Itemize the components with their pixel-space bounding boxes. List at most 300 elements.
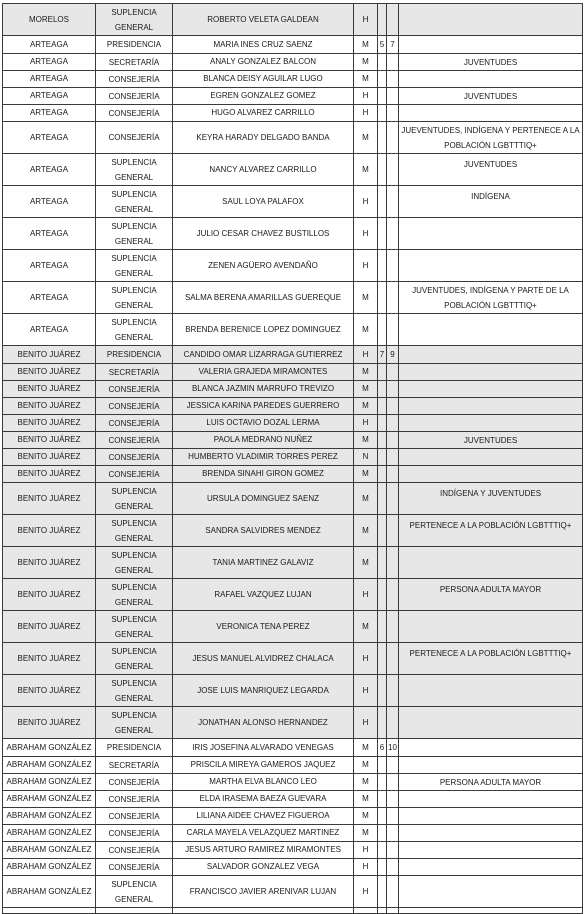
- nombre-cell: JESUS ARTURO RAMIREZ MIRAMONTES: [173, 842, 354, 859]
- genero-cell: M: [354, 122, 378, 154]
- municipio-cell: BENITO JUÁREZ: [3, 466, 96, 483]
- table-row: [3, 432, 583, 449]
- nombre-cell: TANIA MARTINEZ GALAVIZ: [173, 547, 354, 579]
- table-row: [3, 579, 583, 611]
- accion-cell: [399, 707, 583, 739]
- genero-cell: M: [354, 71, 378, 88]
- genero-cell: M: [354, 757, 378, 774]
- nombre-cell: SALMA BERENA AMARILLAS GUEREQUE: [173, 282, 354, 314]
- number-cell-1: [378, 825, 387, 842]
- table-row: [3, 122, 583, 154]
- genero-cell: H: [354, 250, 378, 282]
- table-row: [3, 154, 583, 186]
- accion-cell: [399, 4, 583, 36]
- accion-cell: [399, 415, 583, 432]
- accion-cell: [399, 825, 583, 842]
- table-row: [3, 876, 583, 908]
- number-cell-2: [387, 381, 399, 398]
- nombre-cell: NANCY ALVAREZ CARRILLO: [173, 154, 354, 186]
- genero-cell: M: [354, 611, 378, 643]
- cargo-cell: CONSEJERÍA: [96, 105, 173, 122]
- table-row: [3, 547, 583, 579]
- municipio-cell: BENITO JUÁREZ: [3, 611, 96, 643]
- accion-cell: [399, 791, 583, 808]
- number-cell-2: 10: [387, 739, 399, 757]
- genero-cell: H: [354, 4, 378, 36]
- number-cell-2: [387, 908, 399, 914]
- municipio-cell: BENITO JUÁREZ: [3, 643, 96, 675]
- table-row: [3, 186, 583, 218]
- cargo-cell: SUPLENCIA GENERAL: [96, 707, 173, 739]
- cargo-cell: PRESIDENCIA: [96, 36, 173, 54]
- cargo-cell: SUPLENCIA GENERAL: [96, 483, 173, 515]
- cargo-cell: [96, 908, 173, 914]
- number-cell-2: [387, 122, 399, 154]
- nombre-cell: LUIS OCTAVIO DOZAL LERMA: [173, 415, 354, 432]
- cargo-cell: SUPLENCIA GENERAL: [96, 218, 173, 250]
- nombre-cell: JULIO CESAR CHAVEZ BUSTILLOS: [173, 218, 354, 250]
- number-cell-2: [387, 398, 399, 415]
- accion-cell: [399, 842, 583, 859]
- municipio-cell: ABRAHAM GONZÁLEZ: [3, 791, 96, 808]
- accion-cell: [399, 466, 583, 483]
- accion-cell: JUVENTUDES: [399, 432, 583, 449]
- accion-cell: PERSONA ADULTA MAYOR: [399, 579, 583, 611]
- nombre-cell: ROBERTO VELETA GALDEAN: [173, 4, 354, 36]
- cargo-cell: CONSEJERÍA: [96, 122, 173, 154]
- number-cell-2: [387, 432, 399, 449]
- municipio-cell: MORELOS: [3, 4, 96, 36]
- genero-cell: M: [354, 739, 378, 757]
- number-cell-2: [387, 282, 399, 314]
- nombre-cell: HUMBERTO VLADIMIR TORRES PEREZ: [173, 449, 354, 466]
- number-cell-1: [378, 808, 387, 825]
- number-cell-2: [387, 808, 399, 825]
- number-cell-1: [378, 876, 387, 908]
- number-cell-2: [387, 466, 399, 483]
- genero-cell: M: [354, 54, 378, 71]
- cargo-cell: CONSEJERÍA: [96, 415, 173, 432]
- table-row: [3, 364, 583, 381]
- number-cell-1: [378, 381, 387, 398]
- accion-cell: JUVENTUDES: [399, 88, 583, 105]
- genero-cell: H: [354, 186, 378, 218]
- cargo-cell: CONSEJERÍA: [96, 88, 173, 105]
- genero-cell: H: [354, 218, 378, 250]
- municipio-cell: ABRAHAM GONZÁLEZ: [3, 859, 96, 876]
- cargo-cell: SECRETARÍA: [96, 757, 173, 774]
- nombre-cell: JESUS MANUEL ALVIDREZ CHALACA: [173, 643, 354, 675]
- genero-cell: M: [354, 398, 378, 415]
- accion-cell: INDÍGENA Y JUVENTUDES: [399, 483, 583, 515]
- nombre-cell: VERONICA TENA PEREZ: [173, 611, 354, 643]
- number-cell-2: [387, 757, 399, 774]
- nombre-cell: BRENDA BERENICE LOPEZ DOMINGUEZ: [173, 314, 354, 346]
- number-cell-2: [387, 611, 399, 643]
- municipio-cell: ABRAHAM GONZÁLEZ: [3, 757, 96, 774]
- accion-cell: [399, 611, 583, 643]
- nombre-cell: LILIANA AIDEE CHAVEZ FIGUEROA: [173, 808, 354, 825]
- cargo-cell: SUPLENCIA GENERAL: [96, 154, 173, 186]
- cargo-cell: SECRETARÍA: [96, 54, 173, 71]
- municipio-cell: ARTEAGA: [3, 282, 96, 314]
- genero-cell: M: [354, 515, 378, 547]
- number-cell-1: [378, 774, 387, 791]
- number-cell-1: [378, 675, 387, 707]
- municipio-cell: ABRAHAM GONZÁLEZ: [3, 774, 96, 791]
- nombre-cell: IRIS JOSEFINA ALVARADO VENEGAS: [173, 739, 354, 757]
- number-cell-1: [378, 4, 387, 36]
- table-row: [3, 774, 583, 791]
- accion-cell: [399, 876, 583, 908]
- municipio-cell: ARTEAGA: [3, 71, 96, 88]
- number-cell-2: [387, 449, 399, 466]
- number-cell-1: [378, 218, 387, 250]
- genero-cell: H: [354, 346, 378, 364]
- table-row: [3, 398, 583, 415]
- number-cell-2: [387, 643, 399, 675]
- genero-cell: M: [354, 36, 378, 54]
- genero-cell: H: [354, 579, 378, 611]
- municipio-cell: BENITO JUÁREZ: [3, 515, 96, 547]
- table-row: [3, 449, 583, 466]
- number-cell-2: [387, 707, 399, 739]
- nombre-cell: URSULA DOMINGUEZ SAENZ: [173, 483, 354, 515]
- nombre-cell: FRANCISCO JAVIER ARENIVAR LUJAN: [173, 876, 354, 908]
- cargo-cell: SUPLENCIA GENERAL: [96, 643, 173, 675]
- nombre-cell: ELDA IRASEMA BAEZA GUEVARA: [173, 791, 354, 808]
- nombre-cell: RAFAEL VAZQUEZ LUJAN: [173, 579, 354, 611]
- genero-cell: M: [354, 154, 378, 186]
- number-cell-1: 7: [378, 346, 387, 364]
- number-cell-1: [378, 105, 387, 122]
- table-row: [3, 791, 583, 808]
- municipio-cell: ABRAHAM GONZÁLEZ: [3, 876, 96, 908]
- number-cell-1: [378, 611, 387, 643]
- number-cell-1: [378, 71, 387, 88]
- number-cell-2: [387, 876, 399, 908]
- nombre-cell: JESSICA KARINA PAREDES GUERRERO: [173, 398, 354, 415]
- accion-cell: [399, 250, 583, 282]
- number-cell-1: [378, 415, 387, 432]
- number-cell-2: [387, 579, 399, 611]
- table-row: [3, 314, 583, 346]
- cargo-cell: CONSEJERÍA: [96, 791, 173, 808]
- municipio-cell: BENITO JUÁREZ: [3, 547, 96, 579]
- number-cell-1: [378, 250, 387, 282]
- cargo-cell: SECRETARÍA: [96, 364, 173, 381]
- number-cell-1: [378, 398, 387, 415]
- number-cell-2: [387, 105, 399, 122]
- number-cell-1: [378, 54, 387, 71]
- table-row: [3, 4, 583, 36]
- number-cell-2: [387, 4, 399, 36]
- number-cell-1: [378, 88, 387, 105]
- municipio-cell: BENITO JUÁREZ: [3, 675, 96, 707]
- table-row: [3, 218, 583, 250]
- number-cell-2: [387, 71, 399, 88]
- number-cell-2: [387, 415, 399, 432]
- table-row: [3, 346, 583, 364]
- number-cell-1: [378, 707, 387, 739]
- table-body: [3, 4, 583, 914]
- nombre-cell: [173, 908, 354, 914]
- nombre-cell: BLANCA DEISY AGUILAR LUGO: [173, 71, 354, 88]
- accion-cell: [399, 398, 583, 415]
- number-cell-1: [378, 757, 387, 774]
- municipio-cell: BENITO JUÁREZ: [3, 415, 96, 432]
- number-cell-2: [387, 250, 399, 282]
- nombre-cell: MARIA INES CRUZ SAENZ: [173, 36, 354, 54]
- table-row: [3, 757, 583, 774]
- municipio-cell: ABRAHAM GONZÁLEZ: [3, 842, 96, 859]
- table-row: [3, 643, 583, 675]
- genero-cell: [354, 908, 378, 914]
- accion-cell: [399, 36, 583, 54]
- municipio-cell: ARTEAGA: [3, 154, 96, 186]
- number-cell-1: [378, 643, 387, 675]
- cargo-cell: CONSEJERÍA: [96, 381, 173, 398]
- municipio-cell: [3, 908, 96, 914]
- municipio-cell: BENITO JUÁREZ: [3, 364, 96, 381]
- cargo-cell: SUPLENCIA GENERAL: [96, 515, 173, 547]
- number-cell-2: [387, 675, 399, 707]
- number-cell-2: [387, 218, 399, 250]
- number-cell-1: [378, 432, 387, 449]
- number-cell-2: [387, 186, 399, 218]
- number-cell-2: [387, 154, 399, 186]
- accion-cell: [399, 364, 583, 381]
- accion-cell: [399, 449, 583, 466]
- number-cell-2: [387, 483, 399, 515]
- municipio-cell: ARTEAGA: [3, 122, 96, 154]
- table-row: [3, 739, 583, 757]
- genero-cell: H: [354, 675, 378, 707]
- accion-cell: JUEVENTUDES, INDÍGENA Y PERTENECE A LA POBLACIÓN LGBTTTIQ+: [399, 122, 583, 154]
- number-cell-1: [378, 791, 387, 808]
- table-row: [3, 825, 583, 842]
- accion-cell: [399, 808, 583, 825]
- number-cell-1: [378, 908, 387, 914]
- number-cell-1: [378, 449, 387, 466]
- nombre-cell: PRISCILA MIREYA GAMEROS JAQUEZ: [173, 757, 354, 774]
- cargo-cell: CONSEJERÍA: [96, 842, 173, 859]
- genero-cell: H: [354, 842, 378, 859]
- nombre-cell: CARLA MAYELA VELAZQUEZ MARTINEZ: [173, 825, 354, 842]
- table-row: [3, 381, 583, 398]
- nombre-cell: SALVADOR GONZALEZ VEGA: [173, 859, 354, 876]
- number-cell-1: [378, 842, 387, 859]
- cargo-cell: SUPLENCIA GENERAL: [96, 675, 173, 707]
- genero-cell: H: [354, 88, 378, 105]
- cargo-cell: CONSEJERÍA: [96, 449, 173, 466]
- cargo-cell: SUPLENCIA GENERAL: [96, 611, 173, 643]
- cargo-cell: CONSEJERÍA: [96, 71, 173, 88]
- cargo-cell: CONSEJERÍA: [96, 859, 173, 876]
- number-cell-1: [378, 515, 387, 547]
- table-row: [3, 105, 583, 122]
- nombre-cell: ZENEN AGÜERO AVENDAÑO: [173, 250, 354, 282]
- accion-cell: [399, 218, 583, 250]
- number-cell-2: [387, 515, 399, 547]
- accion-cell: [399, 314, 583, 346]
- nombre-cell: ANALY GONZALEZ BALCON: [173, 54, 354, 71]
- number-cell-2: [387, 547, 399, 579]
- accion-cell: JUVENTUDES, INDÍGENA Y PARTE DE LA POBLACIÓN LGBTTTIQ+: [399, 282, 583, 314]
- genero-cell: M: [354, 381, 378, 398]
- number-cell-1: [378, 364, 387, 381]
- table-row: [3, 282, 583, 314]
- municipio-cell: BENITO JUÁREZ: [3, 398, 96, 415]
- municipio-cell: ABRAHAM GONZÁLEZ: [3, 808, 96, 825]
- cargo-cell: CONSEJERÍA: [96, 432, 173, 449]
- genero-cell: H: [354, 415, 378, 432]
- genero-cell: M: [354, 432, 378, 449]
- genero-cell: M: [354, 314, 378, 346]
- table-row: [3, 808, 583, 825]
- cargo-cell: PRESIDENCIA: [96, 346, 173, 364]
- municipio-cell: ARTEAGA: [3, 218, 96, 250]
- nombre-cell: KEYRA HARADY DELGADO BANDA: [173, 122, 354, 154]
- accion-cell: [399, 71, 583, 88]
- nombre-cell: EGREN GONZALEZ GOMEZ: [173, 88, 354, 105]
- nombre-cell: SANDRA SALVIDRES MENDEZ: [173, 515, 354, 547]
- table-row: [3, 908, 583, 914]
- municipio-cell: BENITO JUÁREZ: [3, 381, 96, 398]
- genero-cell: M: [354, 774, 378, 791]
- genero-cell: M: [354, 483, 378, 515]
- genero-cell: M: [354, 825, 378, 842]
- number-cell-1: [378, 483, 387, 515]
- number-cell-2: [387, 791, 399, 808]
- accion-cell: [399, 739, 583, 757]
- genero-cell: M: [354, 547, 378, 579]
- genero-cell: H: [354, 876, 378, 908]
- municipio-cell: ABRAHAM GONZÁLEZ: [3, 739, 96, 757]
- number-cell-1: [378, 859, 387, 876]
- municipio-cell: ARTEAGA: [3, 36, 96, 54]
- accion-cell: [399, 381, 583, 398]
- table-row: [3, 842, 583, 859]
- cargo-cell: CONSEJERÍA: [96, 808, 173, 825]
- accion-cell: [399, 908, 583, 914]
- nombre-cell: SAUL LOYA PALAFOX: [173, 186, 354, 218]
- accion-cell: INDÍGENA: [399, 186, 583, 218]
- cargo-cell: SUPLENCIA GENERAL: [96, 250, 173, 282]
- cargo-cell: SUPLENCIA GENERAL: [96, 547, 173, 579]
- accion-cell: [399, 757, 583, 774]
- cargo-cell: CONSEJERÍA: [96, 466, 173, 483]
- genero-cell: H: [354, 643, 378, 675]
- cargo-cell: CONSEJERÍA: [96, 774, 173, 791]
- number-cell-2: [387, 774, 399, 791]
- genero-cell: H: [354, 707, 378, 739]
- accion-cell: PERSONA ADULTA MAYOR: [399, 774, 583, 791]
- nombre-cell: BLANCA JAZMIN MARRUFO TREVIZO: [173, 381, 354, 398]
- number-cell-1: 6: [378, 739, 387, 757]
- municipio-cell: BENITO JUÁREZ: [3, 432, 96, 449]
- accion-cell: JUVENTUDES: [399, 154, 583, 186]
- table-row: [3, 88, 583, 105]
- accion-cell: JUVENTUDES: [399, 54, 583, 71]
- nombre-cell: MARTHA ELVA BLANCO LEO: [173, 774, 354, 791]
- accion-cell: [399, 675, 583, 707]
- nombre-cell: JOSE LUIS MANRIQUEZ LEGARDA: [173, 675, 354, 707]
- municipio-cell: BENITO JUÁREZ: [3, 707, 96, 739]
- accion-cell: [399, 105, 583, 122]
- nombre-cell: BRENDA SINAHI GIRON GOMEZ: [173, 466, 354, 483]
- cargo-cell: SUPLENCIA GENERAL: [96, 186, 173, 218]
- genero-cell: M: [354, 282, 378, 314]
- accion-cell: [399, 346, 583, 364]
- cargo-cell: CONSEJERÍA: [96, 398, 173, 415]
- municipio-cell: ABRAHAM GONZÁLEZ: [3, 825, 96, 842]
- municipio-cell: ARTEAGA: [3, 88, 96, 105]
- genero-cell: M: [354, 808, 378, 825]
- nombre-cell: VALERIA GRAJEDA MIRAMONTES: [173, 364, 354, 381]
- municipio-cell: ARTEAGA: [3, 186, 96, 218]
- number-cell-2: [387, 842, 399, 859]
- nombre-cell: CANDIDO OMAR LIZARRAGA GUTIERREZ: [173, 346, 354, 364]
- nombre-cell: JONATHAN ALONSO HERNANDEZ: [173, 707, 354, 739]
- candidates-table: [2, 3, 583, 914]
- number-cell-2: 9: [387, 346, 399, 364]
- accion-cell: [399, 547, 583, 579]
- municipio-cell: BENITO JUÁREZ: [3, 346, 96, 364]
- municipio-cell: BENITO JUÁREZ: [3, 483, 96, 515]
- number-cell-1: [378, 466, 387, 483]
- accion-cell: PERTENECE A LA POBLACIÓN LGBTTTIQ+: [399, 515, 583, 547]
- number-cell-2: [387, 825, 399, 842]
- municipio-cell: ARTEAGA: [3, 250, 96, 282]
- cargo-cell: PRESIDENCIA: [96, 739, 173, 757]
- number-cell-1: [378, 579, 387, 611]
- number-cell-2: [387, 314, 399, 346]
- municipio-cell: ARTEAGA: [3, 314, 96, 346]
- cargo-cell: SUPLENCIA GENERAL: [96, 579, 173, 611]
- table-row: [3, 611, 583, 643]
- number-cell-1: [378, 122, 387, 154]
- genero-cell: M: [354, 364, 378, 381]
- number-cell-2: [387, 88, 399, 105]
- number-cell-1: 5: [378, 36, 387, 54]
- genero-cell: N: [354, 449, 378, 466]
- accion-cell: PERTENECE A LA POBLACIÓN LGBTTTIQ+: [399, 643, 583, 675]
- table-row: [3, 466, 583, 483]
- number-cell-2: [387, 54, 399, 71]
- cargo-cell: SUPLENCIA GENERAL: [96, 4, 173, 36]
- number-cell-2: [387, 859, 399, 876]
- number-cell-1: [378, 282, 387, 314]
- cargo-cell: SUPLENCIA GENERAL: [96, 314, 173, 346]
- table-row: [3, 71, 583, 88]
- table-row: [3, 675, 583, 707]
- nombre-cell: PAOLA MEDRANO NUÑEZ: [173, 432, 354, 449]
- number-cell-1: [378, 154, 387, 186]
- municipio-cell: ARTEAGA: [3, 105, 96, 122]
- table-row: [3, 859, 583, 876]
- number-cell-1: [378, 314, 387, 346]
- table-row: [3, 707, 583, 739]
- genero-cell: M: [354, 466, 378, 483]
- municipio-cell: BENITO JUÁREZ: [3, 449, 96, 466]
- table-row: [3, 54, 583, 71]
- cargo-cell: CONSEJERÍA: [96, 825, 173, 842]
- number-cell-1: [378, 186, 387, 218]
- number-cell-1: [378, 547, 387, 579]
- genero-cell: M: [354, 791, 378, 808]
- table-row: [3, 36, 583, 54]
